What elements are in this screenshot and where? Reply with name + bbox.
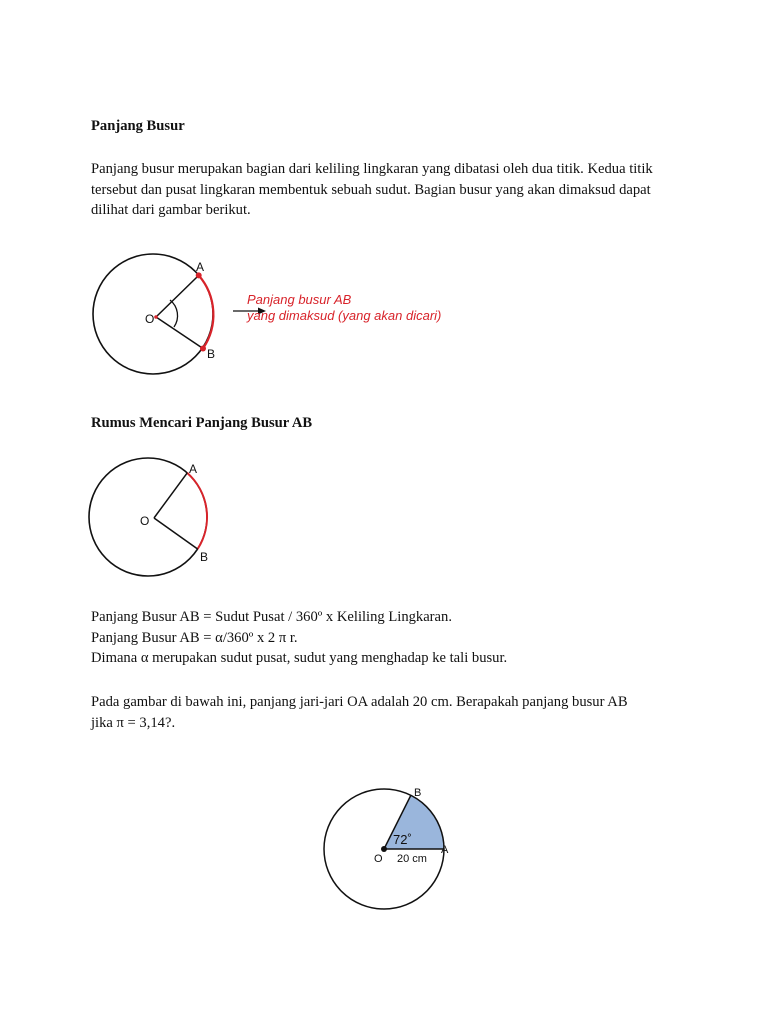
radius-label: 20 cm (397, 853, 427, 865)
section-heading-panjang-busur: Panjang Busur (91, 118, 185, 134)
arc-ab-highlight (187, 473, 207, 549)
formula-paragraph (91, 607, 691, 669)
paragraph-line: tersebut dan pusat lingkaran membentuk sebuah sudut. Bagian busur yang akan dimaksud dapat (91, 181, 651, 198)
label-b: B (414, 787, 422, 799)
central-angle-mark (170, 300, 178, 327)
center-point (154, 315, 158, 319)
radius-ob (156, 317, 203, 349)
point-b (200, 346, 206, 352)
formula-line: Panjang Busur AB = Sudut Pusat / 360º x Keliling Lingkaran. (91, 609, 452, 625)
question-line: jika π = 3,14?. (91, 714, 176, 731)
intro-paragraph (91, 159, 691, 221)
angle-label: 72˚ (393, 832, 412, 847)
label-o: O (140, 514, 150, 528)
paragraph-line: Panjang busur merupakan bagian dari keliling lingkaran yang dibatasi oleh dua titik. Kedua titik (91, 161, 653, 177)
paragraph-line: dilihat dari gambar berikut. (91, 202, 251, 218)
label-o: O (374, 853, 383, 865)
label-o: O (145, 312, 155, 326)
radius-oa (154, 473, 187, 518)
arc-ab-highlight (199, 275, 214, 348)
question-paragraph (91, 692, 691, 733)
section-heading-rumus: Rumus Mencari Panjang Busur AB (91, 415, 313, 431)
center-point (381, 846, 387, 852)
annotation-line-1: Panjang busur AB (247, 292, 352, 307)
formula-line: Panjang Busur AB = α/360º x 2 π r. (91, 629, 298, 646)
arc-length-diagram-2 (88, 450, 228, 585)
label-a: A (196, 260, 205, 274)
label-b: B (200, 550, 209, 564)
label-a: A (189, 462, 198, 476)
question-line: Pada gambar di bawah ini, panjang jari-jari OA adalah 20 cm. Berapakah panjang busur AB (91, 694, 628, 710)
formula-line: Dimana α merupakan sudut pusat, sudut yang menghadap ke tali busur. (91, 650, 508, 666)
arc-length-diagram-1 (90, 245, 460, 385)
label-b: B (207, 347, 216, 361)
radius-ob (154, 518, 198, 549)
sector-example-diagram (320, 780, 470, 915)
annotation-line-2: yang dimaksud (yang akan dicari) (247, 308, 442, 323)
label-a: A (441, 844, 449, 856)
